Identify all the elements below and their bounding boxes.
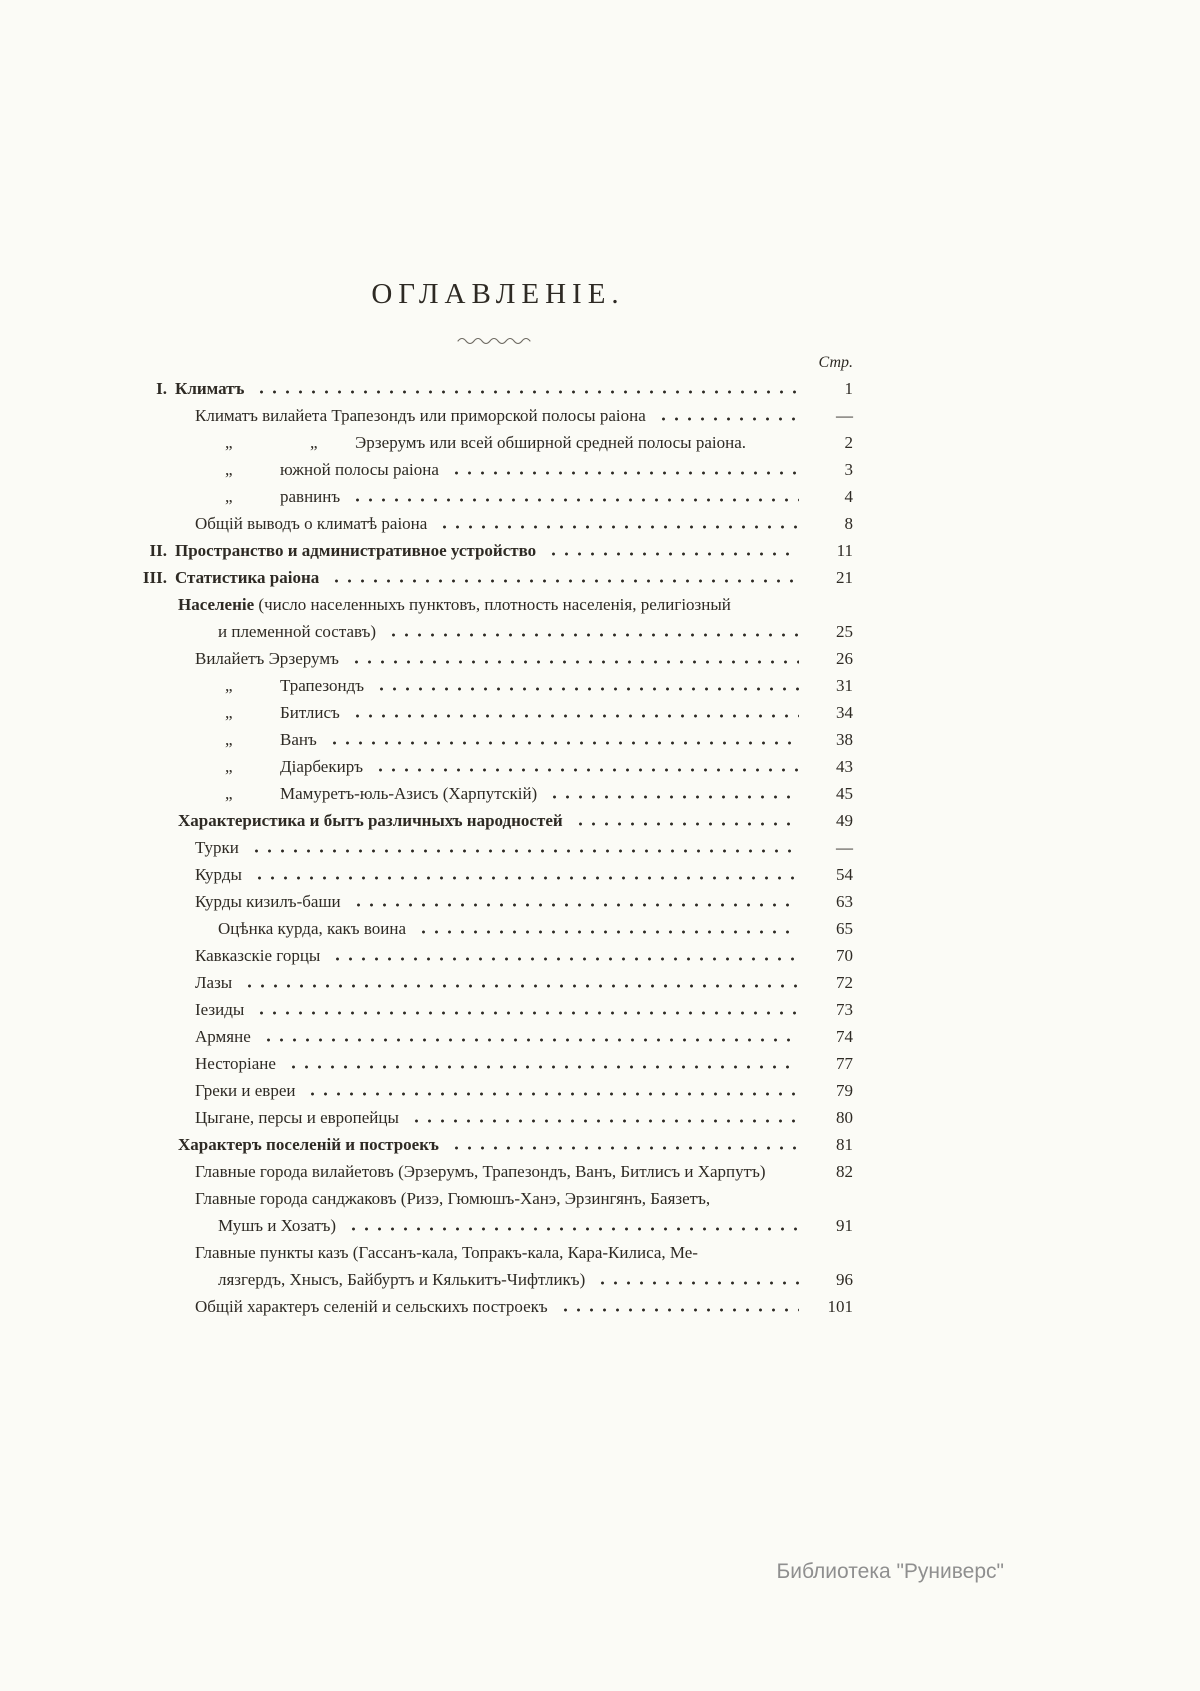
toc-entry-label xyxy=(195,888,341,915)
toc-entry-label xyxy=(178,1131,439,1158)
toc-row xyxy=(137,510,853,537)
toc-entry-lead: Характеристика и бытъ различныхъ народностей xyxy=(178,811,563,830)
dot-leader xyxy=(246,849,799,853)
page-number: 49 xyxy=(836,811,853,830)
toc-row xyxy=(137,591,853,618)
toc-entry-label xyxy=(137,375,244,402)
toc-entry-text: Мушъ и Хозатъ) xyxy=(218,1216,337,1235)
toc-row xyxy=(137,537,853,564)
dot-leader xyxy=(446,471,799,475)
toc-entry-text: Курды кизилъ-баши xyxy=(195,892,341,911)
ditto-mark: „ xyxy=(310,433,318,452)
toc-entry-label xyxy=(195,1050,276,1077)
toc-entry-lead: Статистика раіона xyxy=(175,568,320,587)
toc-entry-label xyxy=(137,537,536,564)
page-number: 72 xyxy=(836,973,853,992)
toc-entry-text: Трапезондъ xyxy=(280,676,365,695)
page-number: 96 xyxy=(836,1270,853,1289)
toc-entry-label xyxy=(195,699,340,726)
toc-row xyxy=(137,942,853,969)
toc-entry-text: Несторіане xyxy=(195,1054,276,1073)
dot-leader xyxy=(570,822,799,826)
toc-row xyxy=(137,1104,853,1131)
page-number: 74 xyxy=(836,1027,853,1046)
toc-row xyxy=(137,645,853,672)
toc-entry-label xyxy=(218,1266,585,1293)
toc-row xyxy=(137,402,853,429)
dot-leader xyxy=(705,1254,799,1258)
toc-row xyxy=(137,672,853,699)
toc-entry-text: Общій выводъ о климатѣ раіона xyxy=(195,514,428,533)
toc-entry-text: Кавказскіе горцы xyxy=(195,946,321,965)
toc-row xyxy=(137,483,853,510)
page-number: 45 xyxy=(836,784,853,803)
toc-rows xyxy=(137,375,853,1320)
dot-leader xyxy=(434,525,799,529)
toc-entry-text: лязгердъ, Хнысъ, Байбуртъ и Кялькитъ-Чифтликъ) xyxy=(218,1270,586,1289)
toc-entry-label xyxy=(195,1293,548,1320)
page-number: 25 xyxy=(836,622,853,641)
toc-row xyxy=(137,1050,853,1077)
toc-row xyxy=(137,807,853,834)
dot-leader xyxy=(346,660,799,664)
ditto-mark: „ xyxy=(225,730,233,749)
toc-entry-lead: Климатъ xyxy=(175,379,245,398)
page-number: 81 xyxy=(836,1135,853,1154)
toc-entry-lead: Пространство и административное устройство xyxy=(175,541,537,560)
toc-entry-label xyxy=(195,645,339,672)
dot-leader xyxy=(592,1281,799,1285)
toc-row xyxy=(137,1158,853,1185)
toc-entry-label xyxy=(195,1158,766,1185)
toc-entry-text: Турки xyxy=(195,838,239,857)
page-number: 63 xyxy=(836,892,853,911)
toc-entry-label xyxy=(195,834,239,861)
toc-entry-label xyxy=(195,969,232,996)
dot-leader xyxy=(258,1038,799,1042)
toc-entry-text: Общій характеръ селеній и сельскихъ построекъ xyxy=(195,1297,548,1316)
toc-entry-label xyxy=(195,402,646,429)
section-numeral: II. xyxy=(149,541,167,560)
page-number: 34 xyxy=(836,703,853,722)
toc-entry-label xyxy=(195,429,746,456)
dot-leader xyxy=(251,1011,799,1015)
section-numeral: III. xyxy=(142,568,167,587)
toc-row xyxy=(137,618,853,645)
ditto-mark: „ xyxy=(225,433,233,452)
dot-leader xyxy=(738,606,799,610)
toc-row xyxy=(137,564,853,591)
toc-entry-text: Вилайетъ Эрзерумъ xyxy=(195,649,339,668)
dot-leader xyxy=(544,795,799,799)
ditto-mark: „ xyxy=(225,460,233,479)
toc-entry-label xyxy=(137,564,319,591)
toc-entry-label xyxy=(195,1104,399,1131)
toc-entry-text: Ванъ xyxy=(280,730,317,749)
page-number: 101 xyxy=(827,1297,853,1316)
toc-entry-label xyxy=(195,1239,698,1266)
toc-entry-label xyxy=(195,942,320,969)
page-title: ОГЛАВЛЕНІЕ. xyxy=(371,278,625,310)
toc-row xyxy=(137,1077,853,1104)
toc-row xyxy=(137,1023,853,1050)
dot-leader xyxy=(370,768,799,772)
toc-row xyxy=(137,726,853,753)
toc-entry-text: Мамуретъ-юль-Азисъ (Харпутскій) xyxy=(280,784,538,803)
toc-entry-label xyxy=(195,861,242,888)
dot-leader xyxy=(383,633,799,637)
toc-entry-text: Эрзерумъ или всей обширной средней полосы раіона. xyxy=(355,433,746,452)
toc-entry-text: Діарбекиръ xyxy=(280,757,363,776)
dot-leader xyxy=(249,876,799,880)
dot-leader xyxy=(371,687,799,691)
toc-entry-text: и племенной составъ) xyxy=(218,622,377,641)
page-number: 4 xyxy=(844,487,853,506)
toc-row xyxy=(137,888,853,915)
toc-entry-text: Армяне xyxy=(195,1027,251,1046)
ditto-mark: „ xyxy=(225,784,233,803)
toc-entry-label xyxy=(195,1077,295,1104)
toc-row xyxy=(137,969,853,996)
toc-entry-text: равнинъ xyxy=(280,487,341,506)
toc-row xyxy=(137,375,853,402)
dot-leader xyxy=(347,498,799,502)
page-number: 38 xyxy=(836,730,853,749)
dot-leader xyxy=(446,1146,799,1150)
toc-entry-text: Главные города вилайетовъ (Эрзерумъ, Трапезондъ, Ванъ, Битлисъ и Харпутъ) xyxy=(195,1162,766,1181)
page-number: 3 xyxy=(844,460,853,479)
dot-leader xyxy=(302,1092,799,1096)
toc-entry-label xyxy=(195,726,317,753)
dot-leader xyxy=(326,579,799,583)
page-number: 79 xyxy=(836,1081,853,1100)
page-number: 21 xyxy=(836,568,853,587)
page-number: 1 xyxy=(844,379,853,398)
toc-entry-label xyxy=(195,510,427,537)
page-number: 26 xyxy=(836,649,853,668)
ditto-mark: „ xyxy=(225,757,233,776)
toc-entry-label xyxy=(218,618,376,645)
toc-entry-label xyxy=(218,915,406,942)
toc-entry-label xyxy=(178,591,731,618)
toc-row xyxy=(137,1212,853,1239)
toc-entry-label xyxy=(195,1023,251,1050)
toc-entry-label xyxy=(195,753,363,780)
page-number: 80 xyxy=(836,1108,853,1127)
toc-entry-text: Главные пункты казъ (Гассанъ-кала, Топракъ-кала, Кара-Килиса, Ме- xyxy=(195,1243,698,1262)
toc-entry-label xyxy=(178,807,563,834)
dot-leader xyxy=(653,417,799,421)
toc-row xyxy=(137,1239,853,1266)
page-column-header-row xyxy=(137,351,853,375)
page-number: 8 xyxy=(844,514,853,533)
toc-entry-text: Оцѣнка курда, какъ воина xyxy=(218,919,406,938)
toc-entry-label xyxy=(218,1212,336,1239)
toc-row xyxy=(137,861,853,888)
section-numeral: I. xyxy=(156,379,167,398)
toc-entry-text: (число населенныхъ пунктовъ, плотность населенія, религіозный xyxy=(254,595,731,614)
toc-row xyxy=(137,1266,853,1293)
toc-entry-label xyxy=(195,1185,710,1212)
page-number: 82 xyxy=(836,1162,853,1181)
toc-row xyxy=(137,429,853,456)
ditto-mark: „ xyxy=(225,487,233,506)
page-number: 91 xyxy=(836,1216,853,1235)
toc-row xyxy=(137,699,853,726)
toc-row xyxy=(137,1185,853,1212)
page-number: 31 xyxy=(836,676,853,695)
toc-entry-lead: Характеръ поселеній и построекъ xyxy=(178,1135,439,1154)
page-number: 73 xyxy=(836,1000,853,1019)
toc-entry-text: Іезиды xyxy=(195,1000,245,1019)
toc-row xyxy=(137,1293,853,1320)
dot-leader xyxy=(555,1308,799,1312)
dot-leader xyxy=(283,1065,799,1069)
dot-leader xyxy=(753,444,799,448)
ditto-mark: „ xyxy=(225,703,233,722)
page-number: — xyxy=(836,406,853,425)
toc-entry-label xyxy=(195,996,244,1023)
toc-entry-label xyxy=(195,780,537,807)
toc-row xyxy=(137,456,853,483)
toc-content xyxy=(137,0,853,1320)
toc-entry-text: южной полосы раіона xyxy=(280,460,439,479)
ditto-mark: „ xyxy=(225,676,233,695)
toc-row xyxy=(137,753,853,780)
toc-row xyxy=(137,915,853,942)
dot-leader xyxy=(773,1173,799,1177)
dot-leader xyxy=(327,957,799,961)
toc-entry-text: Лазы xyxy=(195,973,233,992)
dot-leader xyxy=(717,1200,799,1204)
toc-row xyxy=(137,834,853,861)
dot-leader xyxy=(343,1227,799,1231)
page-number: 43 xyxy=(836,757,853,776)
toc-entry-lead: Населеніе xyxy=(178,595,255,614)
page-number: 65 xyxy=(836,919,853,938)
toc-row xyxy=(137,780,853,807)
toc-entry-text: Цыгане, персы и европейцы xyxy=(195,1108,399,1127)
page-number: — xyxy=(836,838,853,857)
toc-entry-text: Битлисъ xyxy=(280,703,340,722)
dot-leader xyxy=(413,930,799,934)
dot-leader xyxy=(239,984,799,988)
page-number: 70 xyxy=(836,946,853,965)
dot-leader xyxy=(324,741,799,745)
toc-entry-label xyxy=(195,672,364,699)
page-number: 54 xyxy=(836,865,853,884)
toc-entry-text: Главные города санджаковъ (Ризэ, Гюмюшъ-Ханэ, Эрзингянъ, Баязетъ, xyxy=(195,1189,711,1208)
toc-entry-text: Греки и евреи xyxy=(195,1081,296,1100)
toc-row xyxy=(137,996,853,1023)
dot-leader xyxy=(347,714,799,718)
page-number: 11 xyxy=(836,541,853,560)
page-number: 2 xyxy=(844,433,853,452)
page-column-header: Стр. xyxy=(818,354,853,371)
page-number: 77 xyxy=(836,1054,853,1073)
dot-leader xyxy=(543,552,799,556)
watermark: Библиотека "Руниверс" xyxy=(776,1560,1004,1583)
toc-entry-text: Климатъ вилайета Трапезондъ или приморской полосы раіона xyxy=(195,406,646,425)
dot-leader xyxy=(406,1119,799,1123)
toc-entry-label xyxy=(195,483,340,510)
dot-leader xyxy=(348,903,799,907)
toc-entry-text: Курды xyxy=(195,865,242,884)
toc-entry-label xyxy=(195,456,439,483)
dot-leader xyxy=(251,390,799,394)
ornament-squiggle xyxy=(456,335,534,345)
toc-row xyxy=(137,1131,853,1158)
